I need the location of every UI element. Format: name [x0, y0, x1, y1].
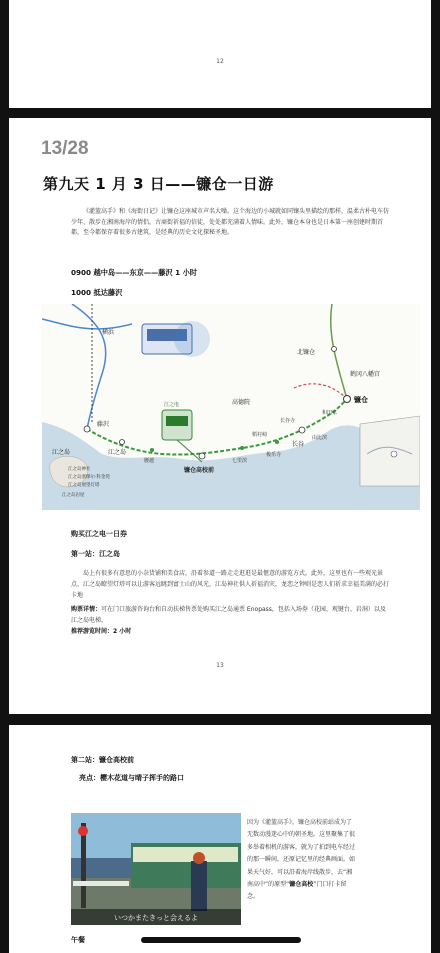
station-hase: [299, 427, 305, 433]
time-label: 推荐游览时间：: [71, 628, 114, 635]
map-label-koukoumae: 镰仓高校前: [184, 467, 215, 474]
intro-text: 《灌篮高手》和《海街日记》让镰仓这座城市声名大噪。这个海边的小城就如同镶头里描绘的那样，温柔古朴电车仿少年、散步在湘南海岸的情侣，古商街祈福的信徒，处处都充满着人情味。此外，镰仓本身也是日本第一座创建时期首都，至今都保存着很多古建筑，是经典的历史文化探秘圣地。: [71, 208, 390, 236]
map-label-enoshima-island: 江之岛: [52, 449, 71, 456]
recommended-time: [71, 626, 391, 637]
crossing-light: [78, 826, 88, 836]
map-label-shichirigahama: 七里滨: [232, 458, 248, 464]
route-line-2: 1000 抵达藤沢: [71, 288, 123, 297]
photo-caption: いつかまたきっと会えるよ: [114, 914, 198, 922]
stop-2-tail: ”门口打卡留念。: [247, 881, 347, 901]
purchase-label: 购票详情：: [71, 606, 102, 613]
lunch-heading: 午餐: [71, 936, 85, 944]
student-hair: [193, 852, 205, 864]
section-title: 购买江之电一日券: [71, 530, 127, 538]
train-photo-halo: [174, 321, 210, 357]
home-indicator[interactable]: [141, 937, 301, 943]
page-counter: 13/28: [41, 138, 89, 159]
map-label-enoshima-station: 江之岛: [108, 449, 127, 456]
map-label-kitakamakura: 北镰仓: [297, 349, 316, 356]
station-enoshima: [120, 440, 125, 445]
purchase-details: [71, 604, 391, 626]
page-title: 第九天 1 月 3 日——镰仓一日游: [43, 175, 274, 193]
time-value: 2 小时: [113, 628, 132, 635]
route-line-1: 0900 越中岛——东京——藤沢 1 小时: [71, 268, 197, 277]
station-koukoumae: [199, 453, 205, 459]
map-label-hachimangu: 鹤冈八幡宫: [350, 371, 381, 378]
page-number: 13: [216, 662, 224, 669]
stop-2-highlight: 亮点：樱木花道与晴子挥手的路口: [79, 774, 184, 782]
station-gokurakuji: [275, 440, 279, 444]
map-label-gokurakuji: 极乐寺: [266, 452, 282, 458]
map-label-samuel: 江之岛塞缪尔·科金苑: [68, 475, 110, 480]
map-label-wadazuka: 和田冢: [322, 410, 338, 416]
station-kamakura: [344, 396, 351, 403]
stop-1-heading: 第一站：江之岛: [71, 550, 120, 558]
map-label-enoden: 江之电: [164, 402, 180, 408]
station-kitakamakura: [332, 347, 337, 352]
map-label-daibutsu: 高德院: [232, 399, 251, 406]
map-label-enoshima-shrine: 江之岛神社: [68, 467, 91, 472]
station-shichirigahama: [240, 446, 244, 450]
map-label-koshigoe: 腰越: [144, 458, 155, 464]
inset-map-frame: [360, 416, 420, 486]
station-fujisawa: [84, 426, 90, 432]
page-number: 12: [216, 58, 224, 65]
inset-marker: [391, 451, 397, 457]
document-page-12: [9, 0, 431, 108]
map-label-inamuragasaki: 稻村崎: [252, 432, 268, 438]
document-page-14: [9, 725, 431, 953]
map-label-yuigahama: 由比滨: [312, 435, 328, 441]
intro-paragraph: [71, 207, 391, 239]
document-page-13: [9, 118, 431, 714]
train-windows: [133, 847, 238, 862]
map-label-yokohama: 横浜: [102, 329, 115, 336]
map-label-fujisawa: 藤沢: [97, 421, 110, 428]
stop-2-text: 因为《灌篮高手》，镰仓高校前站成为了无数动漫迷心中的朝圣地。这里聚集了很多举着相机的游客，就为了拍到电车经过的那一瞬间，还原记忆里的经典画面。如果天气好，可以沿着海岸线散步，去“湘南高中”的原型“: [247, 819, 356, 889]
map-label-hasedera: 长谷寺: [280, 418, 296, 424]
map-label-kamakura: 镰仓: [354, 396, 368, 404]
anime-scene-photo: [71, 813, 241, 925]
map-label-hase: 长谷: [292, 441, 305, 448]
route-map: [42, 304, 420, 510]
purchase-text: 可在门口旅游咨询台和自动扶梯售票处购买江之岛通票 Enopass，包括入场券（花园、观键台、岩洞）以及江之岛电梯。: [71, 606, 386, 624]
enoden-window: [166, 416, 188, 426]
station-koshigoe: [150, 448, 154, 452]
stop-2-heading: 第二站：镰仓高校前: [71, 756, 134, 764]
map-label-sea-candle: 江之岛展望灯塔: [68, 483, 100, 488]
crossing-barrier: [73, 881, 129, 886]
student-figure: [191, 861, 207, 911]
stop-2-bold: 镰仓高校: [289, 881, 314, 889]
stop-1-description: 岛上有很多有意思的小杂货铺和美食店，沿着参道一路走走逛逛是最惬意的游览方式。此外，这里也有一些观光景点，江之岛瞭望灯塔可以让游客远眺到富士山的风光，江岛神社供人祈福消灾，龙恋之钟则是恋人们祈求幸福美满的必打卡地: [71, 570, 390, 599]
stop-2-description: [247, 817, 355, 904]
map-label-iwaya: 江之岛岩屋: [62, 493, 85, 498]
